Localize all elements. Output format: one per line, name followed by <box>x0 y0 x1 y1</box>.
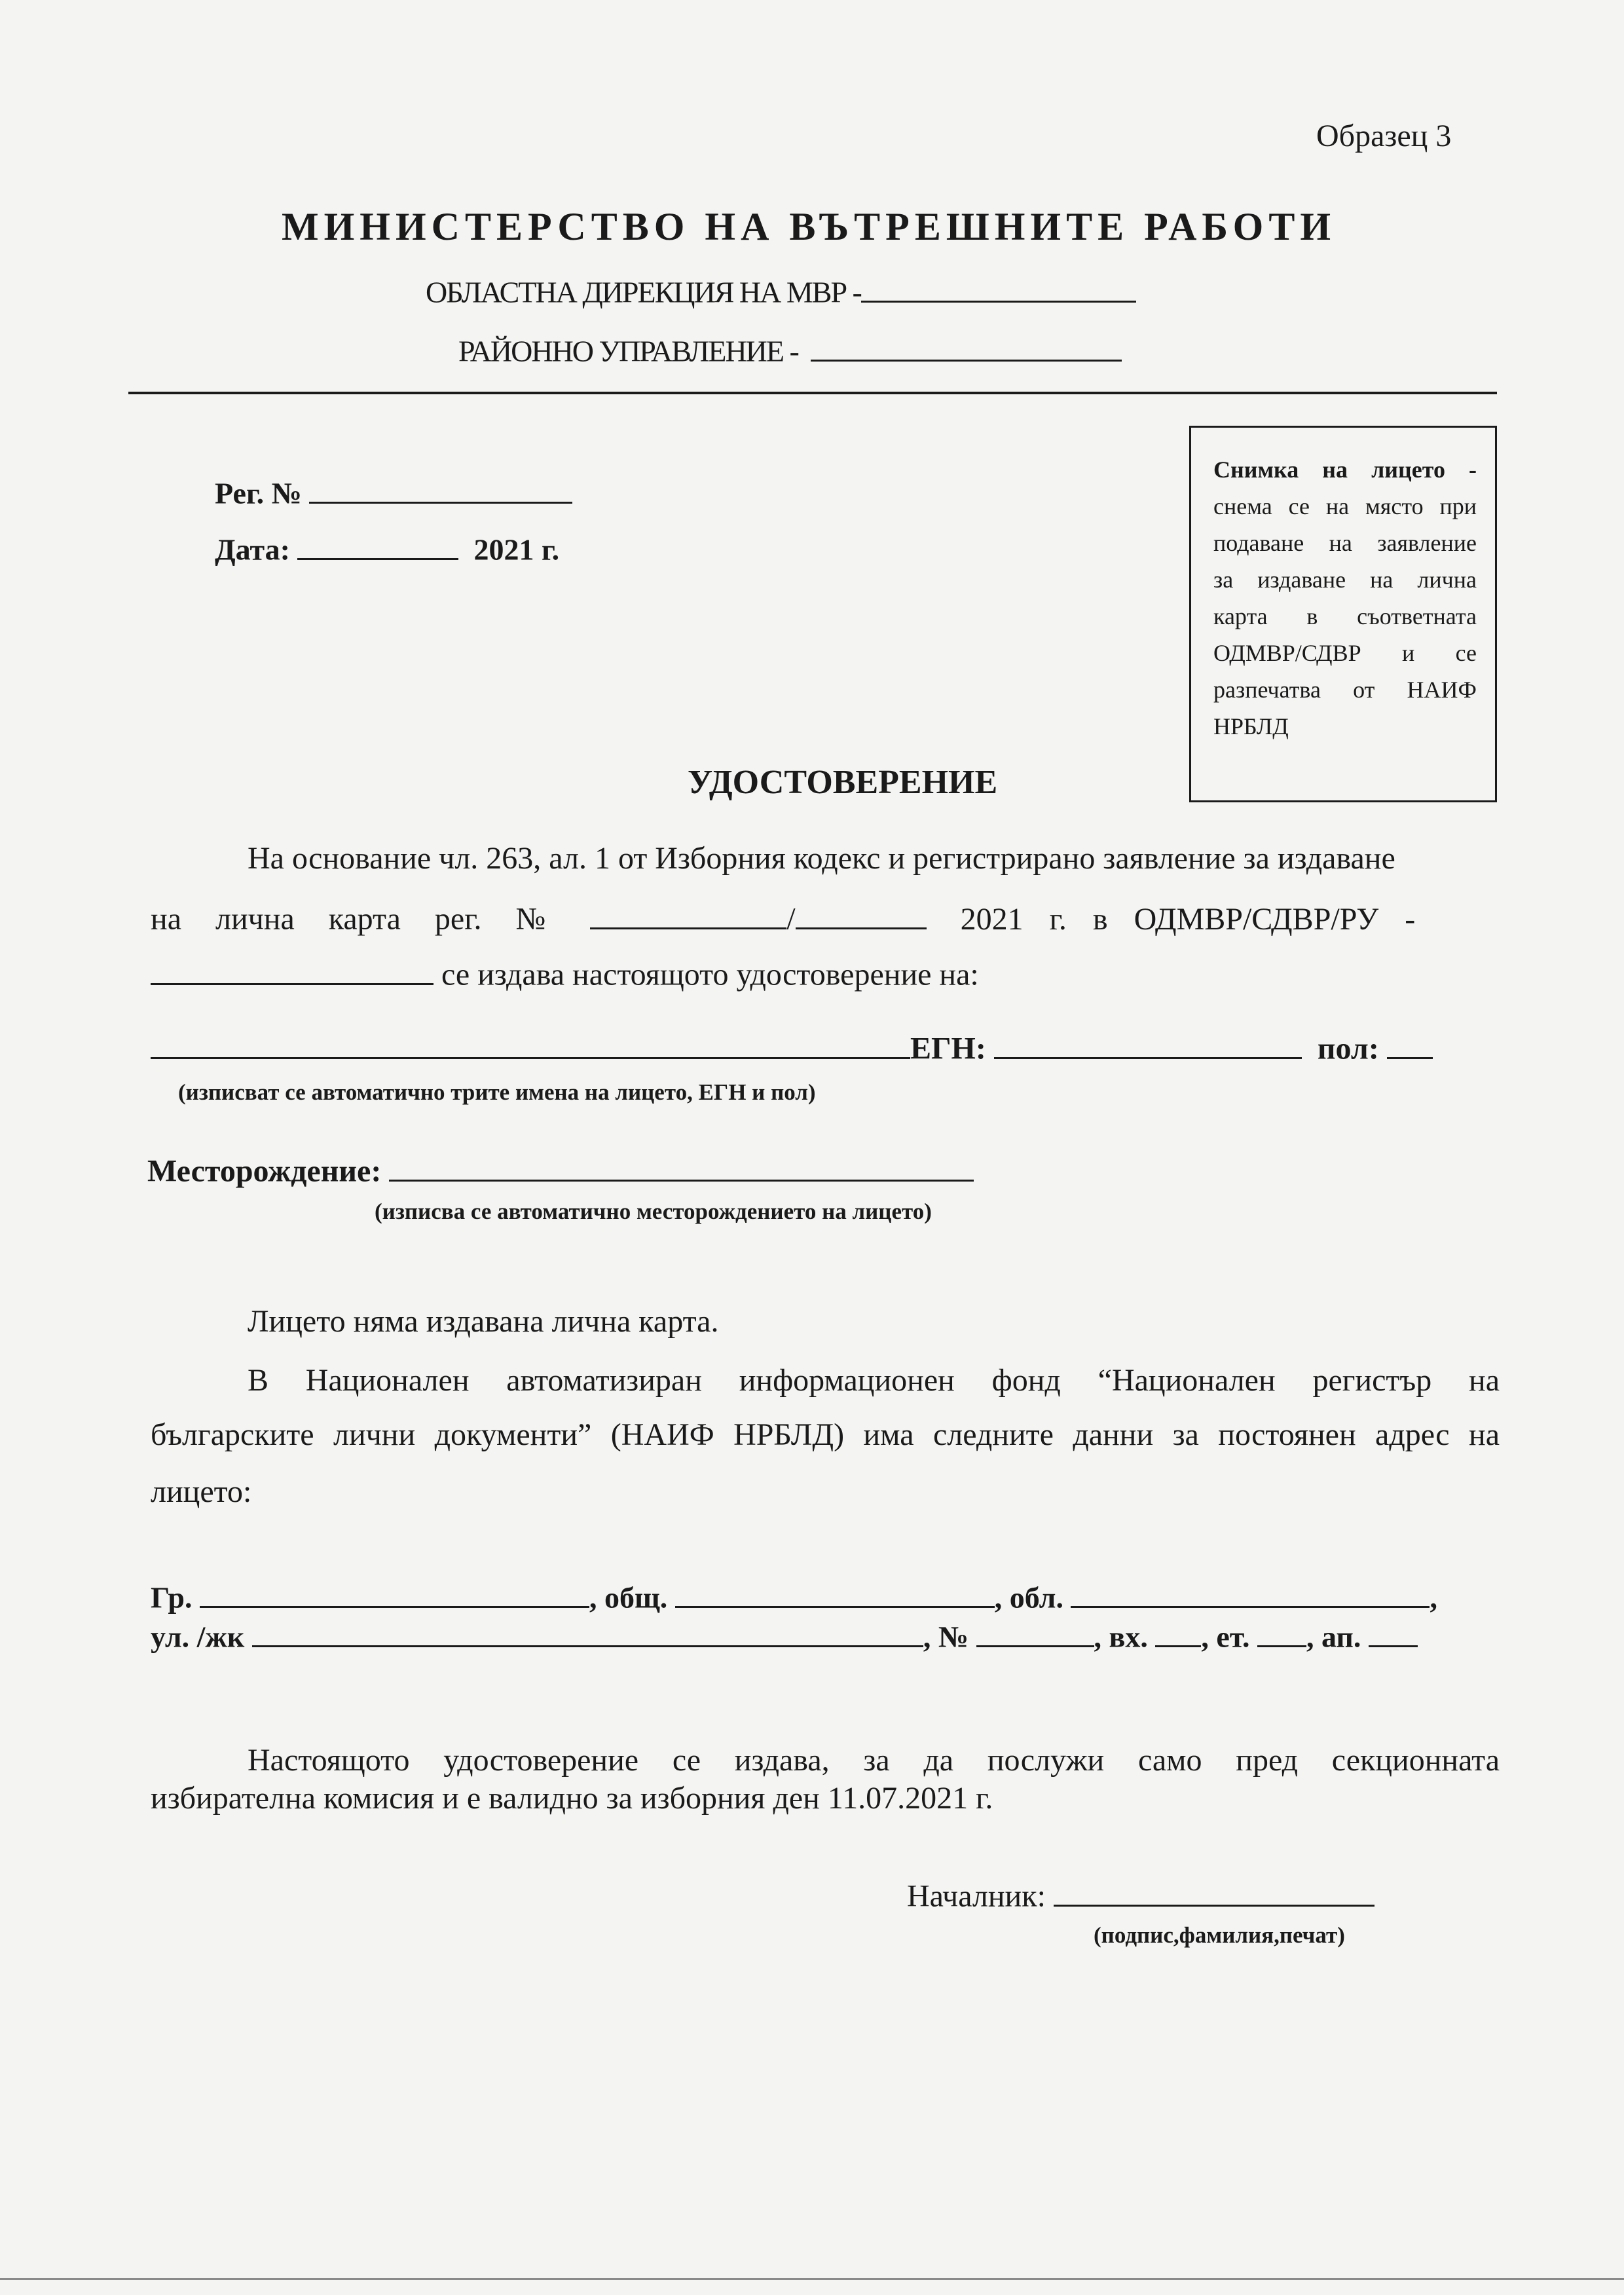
date-label: Дата: <box>215 532 290 567</box>
floor-label: , ет. <box>1201 1620 1250 1654</box>
application-number-separator: / <box>786 901 796 937</box>
ministry-title: МИНИСТЕРСТВО НА ВЪТРЕШНИТЕ РАБОТИ <box>282 205 1337 248</box>
signature-line <box>907 1875 1375 1914</box>
reg-number-blank <box>309 473 572 504</box>
regional-directorate-label: ОБЛАСТНА ДИРЕКЦИЯ НА МВР - <box>426 275 861 309</box>
entrance-label: , вх. <box>1094 1620 1148 1654</box>
intro-line-3-text: се издава настоящото удостоверение на: <box>441 957 979 992</box>
photo-box-line: НРБЛД <box>1213 713 1289 739</box>
photo-box-line: Снимка на лицето - <box>1213 457 1477 483</box>
directorate-blank <box>151 953 434 985</box>
birthplace-hint: (изписва се автоматично месторождението на лицето) <box>375 1199 932 1224</box>
floor-blank <box>1257 1616 1306 1647</box>
address-line-1 <box>151 1577 1437 1615</box>
date-year: 2021 г. <box>473 532 560 567</box>
photo-box-line: за издаване на лична <box>1213 567 1477 593</box>
number-label: , № <box>923 1620 969 1654</box>
application-sub-number-blank <box>796 897 927 929</box>
validity-line-1 <box>151 1742 1500 1778</box>
registry-line-2: българските лични документи” (НАИФ НРБЛД) има следните данни за постоянен адрес на <box>151 1417 1500 1452</box>
scan-bottom-edge <box>0 2278 1624 2280</box>
photo-box-line: снема се на място при <box>1213 493 1477 519</box>
date-blank <box>297 529 458 560</box>
intro-line-2-end: 2021 г. в ОДМВР/СДВР/РУ - <box>960 901 1416 937</box>
district-office-line <box>458 331 1122 369</box>
region-label: , обл. <box>994 1580 1063 1614</box>
district-office-label: РАЙОННО УПРАВЛЕНИЕ - <box>458 334 798 368</box>
signature-hint: (подпис,фамилия,печат) <box>1094 1922 1345 1948</box>
person-line <box>151 1027 1433 1067</box>
street-blank <box>252 1616 923 1647</box>
egn-blank <box>994 1027 1302 1059</box>
photo-box-line: карта в съответната <box>1213 603 1477 629</box>
birthplace-label: Месторождение: <box>147 1153 382 1189</box>
photo-box-line: подаване на заявление <box>1213 530 1477 556</box>
entrance-blank <box>1155 1616 1201 1647</box>
region-blank <box>1071 1577 1430 1608</box>
reg-number-line <box>215 473 572 511</box>
number-blank <box>976 1616 1094 1647</box>
intro-line-1: На основание чл. 263, ал. 1 от Изборния кодекс и регистрирано заявление за издаване <box>248 841 1395 876</box>
egn-label: ЕГН: <box>910 1031 986 1066</box>
regional-directorate-line <box>426 272 1136 310</box>
apartment-blank <box>1369 1616 1418 1647</box>
intro-line-2 <box>151 897 1500 937</box>
application-number-blank <box>590 897 786 929</box>
apartment-label: , ап. <box>1306 1620 1361 1654</box>
district-office-blank <box>811 331 1122 362</box>
regional-directorate-blank <box>861 272 1136 303</box>
registry-line-1 <box>151 1362 1500 1398</box>
address-trailing-comma: , <box>1430 1580 1437 1614</box>
header-divider <box>128 392 1497 394</box>
sex-blank <box>1387 1027 1433 1059</box>
photo-box-line: разпечатва от НАИФ <box>1213 677 1477 703</box>
city-blank <box>200 1577 589 1608</box>
municipality-blank <box>675 1577 995 1608</box>
signature-blank <box>1054 1875 1375 1907</box>
validity-line-2: избирателна комисия и е валидно за изборния ден 11.07.2021 г. <box>151 1781 993 1816</box>
no-id-text: Лицето няма издавана лична карта. <box>248 1304 719 1339</box>
birthplace-line <box>147 1149 974 1189</box>
registry-line-1-text: В Национален автоматизиран информационен фонд “Национален регистър на <box>248 1363 1500 1398</box>
full-name-blank <box>151 1027 910 1059</box>
chief-label: Началник: <box>907 1878 1046 1914</box>
document-title: УДОСТОВЕРЕНИЕ <box>688 764 998 801</box>
address-line-2 <box>151 1616 1418 1654</box>
reg-number-label: Рег. № <box>215 476 302 510</box>
date-line <box>215 529 559 567</box>
street-label: ул. /жк <box>151 1620 245 1654</box>
city-label: Гр. <box>151 1580 193 1614</box>
photo-box-line: ОДМВР/СДВР и се <box>1213 640 1477 666</box>
intro-line-2-start: на лична карта рег. № <box>151 901 546 937</box>
registry-line-3: лицето: <box>151 1474 252 1509</box>
sex-label: пол: <box>1317 1031 1379 1066</box>
validity-line-1-text: Настоящото удостоверение се издава, за да послужи само пред секционната <box>248 1743 1500 1778</box>
sample-label: Образец 3 <box>1316 119 1452 153</box>
intro-line-3 <box>151 953 979 993</box>
municipality-label: , общ. <box>589 1580 668 1614</box>
birthplace-blank <box>389 1149 974 1182</box>
person-hint: (изписват се автоматично трите имена на лицето, ЕГН и пол) <box>178 1079 816 1105</box>
photo-placeholder-box <box>1189 426 1497 802</box>
